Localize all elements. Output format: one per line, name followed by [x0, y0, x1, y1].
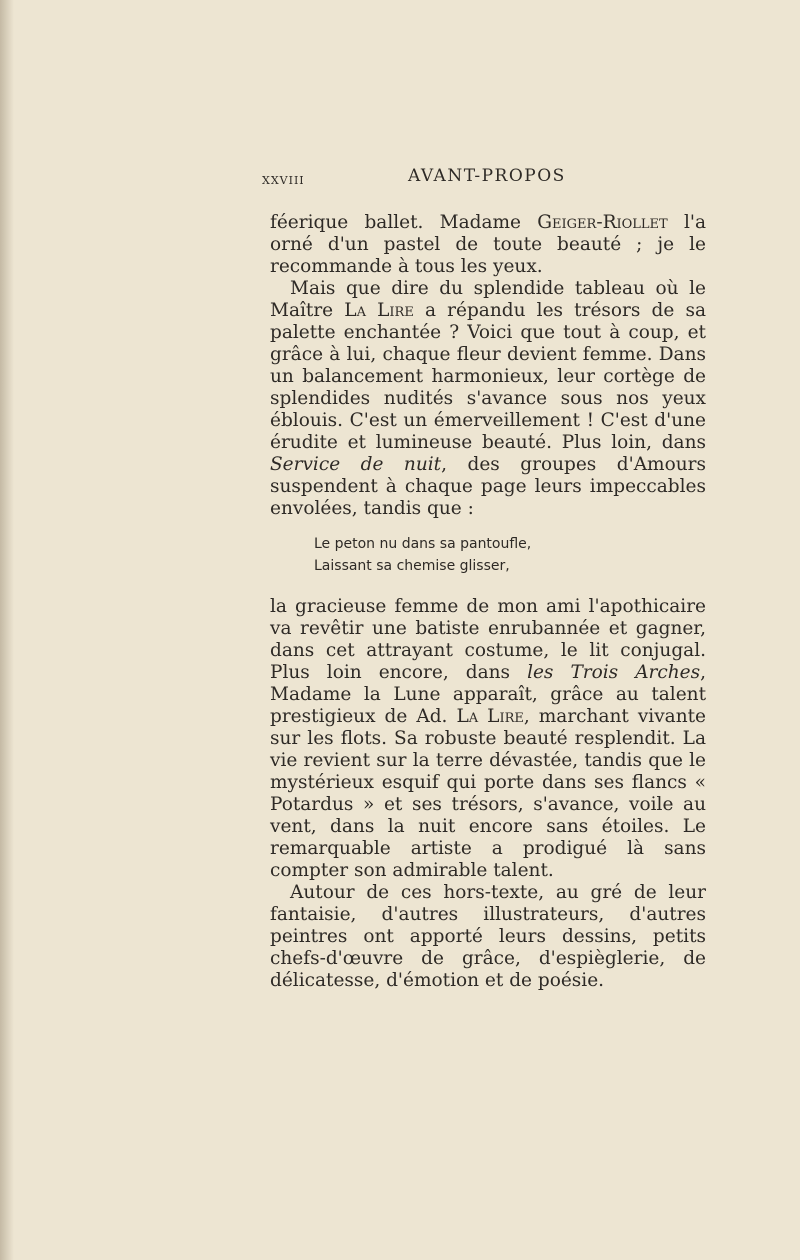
- paragraph-3-text-a: la gracieuse femme de mon ami l'apothicaire va revêtir une batiste enrubannée et gagner, dans cet attrayant costume, le lit conjugal. Plus loin encore, dans: [270, 596, 706, 683]
- page-header: [262, 166, 702, 192]
- paragraph-1-text-b: l'a orné d'un pastel de toute beauté ; je le recommande à tous les yeux.: [270, 212, 706, 277]
- paragraph-3: [270, 596, 706, 882]
- paragraph-2-text-a: Mais que dire du splendide tableau où le Maître: [270, 278, 706, 321]
- body-text: [270, 212, 706, 992]
- paragraph-2-text-b: a répandu les trésors de sa palette enchantée ? Voici que tout à coup, et grâce à lui, chaque fleur devient femme. Dans un balancement harmonieux, leur cortège de splendides nudités s'avance sous nos yeux éblouis. C'est un émerveillement ! C'est d'une érudite et lumineuse beauté. Plus loin, dans: [270, 300, 706, 453]
- paragraph-3-text-b: , Madame la Lune apparaît, grâce au talent prestigieux de Ad.: [270, 662, 707, 727]
- verse-line-2: Laissant sa chemise glisser,: [314, 558, 510, 574]
- verse-line-1: Le peton nu dans sa pantoufle,: [314, 536, 532, 552]
- paragraph-1-text-a: féerique ballet. Madame: [270, 212, 538, 233]
- paragraph-2-text-c: , des groupes d'Amours suspendent à chaque page leurs impeccables envolées, tandis que :: [270, 454, 706, 519]
- paragraph-2: [270, 278, 706, 520]
- paragraph-3-text-c: , marchant vivante sur les flots. Sa robuste beauté resplendit. La vie revient sur la terre dévastée, tandis que le mystérieux esquif qui porte dans ses flancs « Potardus » et ses trésors, s'avance, voile au vent, dans la nuit encore sans étoiles. Le remarquable artiste a prodigué là sans compter son admirable talent.: [270, 706, 706, 881]
- binding-gutter: [0, 0, 14, 1260]
- paragraph-3-name: La Lire: [456, 706, 524, 727]
- paragraph-1: [270, 212, 706, 278]
- verse-quote: [314, 533, 706, 577]
- paragraph-4: Autour de ces hors-texte, au gré de leur fantaisie, d'autres illustrateurs, d'autres peintres ont apporté leurs dessins, petits chefs-d'œuvre de grâce, d'espièglerie, de délicatesse, d'émotion et de poésie.: [270, 882, 706, 991]
- paragraph-1-name: Geiger-Riollet: [537, 212, 668, 233]
- paragraph-2-title: Service de nuit: [270, 454, 442, 475]
- running-title: AVANT-PROPOS: [408, 166, 566, 186]
- page-number: XXVIII: [262, 174, 305, 187]
- paragraph-3-title: les Trois Arches: [527, 662, 701, 683]
- paragraph-2-name: La Lire: [344, 300, 414, 321]
